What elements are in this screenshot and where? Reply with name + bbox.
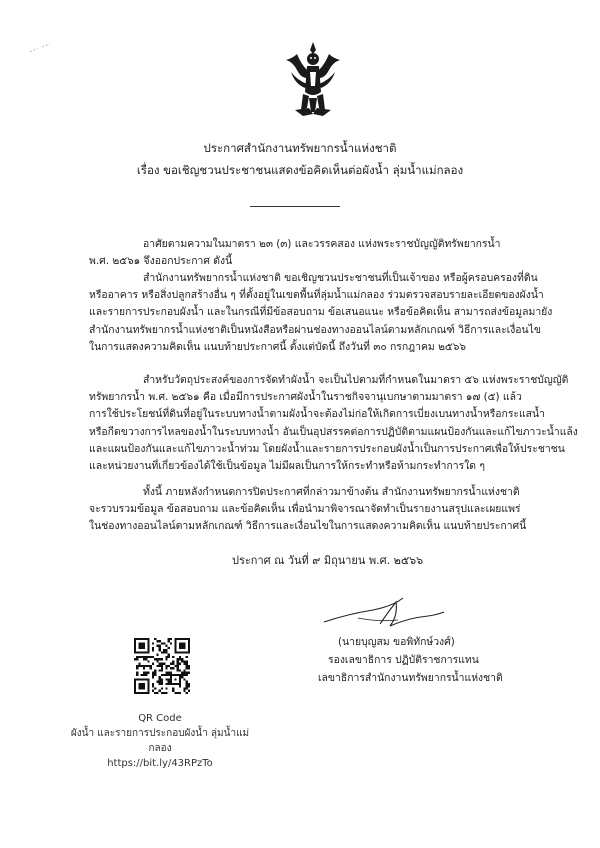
garuda-emblem-icon xyxy=(283,40,343,120)
paragraph-line: พ.ศ. ๒๕๖๑ จึงออกประกาศ ดังนี้ xyxy=(89,255,233,268)
paragraph-line: และหน่วยงานที่เกี่ยวข้องได้ใช้เป็นข้อมูล ไม่มีผลเป็นการให้กระทำหรือห้ามกระทำการใด ๆ xyxy=(89,460,485,473)
paragraph-line: ทรัพยากรน้ำ พ.ศ. ๒๕๖๑ คือ เมื่อมีการประกาศผังน้ำในราชกิจจานุเบกษาตามมาตรา ๑๗ (๕) แล้ว xyxy=(89,391,522,404)
paragraph-line: และรายการประกอบผังน้ำ และในกรณีที่มีข้อสอบถาม ข้อเสนอแนะ หรือข้อคิดเห็น สามารถส่งข้อมูลมายัง xyxy=(89,306,553,319)
paragraph-line: สำนักงานทรัพยากรน้ำแห่งชาติเป็นหนังสือหรือผ่านช่องทางออนไลน์ตามหลักเกณฑ์ วิธีการและเงื่อนไข xyxy=(89,323,541,336)
signatory-name: (นายบุญสม ขอพิทักษ์วงศ์) xyxy=(338,636,455,648)
signatory-position: เลขาธิการสำนักงานทรัพยากรน้ำแห่งชาติ xyxy=(318,672,503,684)
signatory-position: รองเลขาธิการ ปฏิบัติราชการแทน xyxy=(328,654,479,666)
signatory-block xyxy=(318,633,518,687)
qr-url[interactable]: https://bit.ly/43RPzTo xyxy=(107,758,213,769)
scan-specks xyxy=(28,40,58,55)
paragraph-line: และแผนป้องกันและแก้ไขภาวะน้ำท่วม โดยผังน้ำและรายการประกอบผังน้ำเป็นการประกาศเพื่อให้ประชาชน xyxy=(89,442,565,455)
paragraph-line: หรือกีดขวางการไหลของน้ำในระบบทางน้ำ อันเป็นอุปสรรคต่อการปฏิบัติตามแผนป้องกันและแก้ไขภาวะน้ำแล้ง xyxy=(89,425,578,438)
paragraph-line: หรืออาคาร หรือสิ่งปลูกสร้างอื่น ๆ ที่ตั้งอยู่ในเขตพื้นที่ลุ่มน้ำแม่กลอง ร่วมตรวจสอบรายละเอียดของผังน้ำ xyxy=(89,289,544,302)
qr-caption-block xyxy=(60,711,260,771)
qr-caption: ผังน้ำ และรายการประกอบผังน้ำ ลุ่มน้ำแม่กลอง xyxy=(70,728,250,754)
paragraph-line: สำหรับวัตถุประสงค์ของการจัดทำผังน้ำ จะเป็นไปตามที่กำหนดในมาตรา ๕๖ แห่งพระราชบัญญัติ xyxy=(143,374,569,386)
paragraph-line: สำนักงานทรัพยากรน้ำแห่งชาติ ขอเชิญชวนประชาชนที่เป็นเจ้าของ หรือผู้ครอบครองที่ดิน xyxy=(143,272,538,284)
paragraph-4 xyxy=(0,484,600,536)
paragraph-line: การใช้ประโยชน์ที่ดินที่อยู่ในระบบทางน้ำตามผังน้ำจะต้องไม่ก่อให้เกิดการเบี่ยงเบนทางน้ำหรือกระแสน้ำ xyxy=(89,408,545,421)
document-title: ประกาศสำนักงานทรัพยากรน้ำแห่งชาติ xyxy=(203,141,397,155)
document-subject: เรื่อง ขอเชิญชวนประชาชนแสดงข้อคิดเห็นต่อผังน้ำ ลุ่มน้ำแม่กลอง xyxy=(136,163,464,177)
paragraph-2 xyxy=(0,270,600,356)
paragraph-line: ในช่องทางออนไลน์ตามหลักเกณฑ์ วิธีการและเงื่อนไขในการแสดงความคิดเห็น แนบท้ายประกาศนี้ xyxy=(89,520,527,533)
paragraph-line: จะรวบรวมข้อมูล ข้อสอบถาม และข้อคิดเห็น เพื่อนำมาพิจารณาจัดทำเป็นรายงานสรุปและเผยแพร่ xyxy=(89,503,521,516)
paragraph-1 xyxy=(0,236,600,270)
title-divider xyxy=(250,206,340,207)
paragraph-line: อาศัยตามความในมาตรา ๒๓ (๓) และวรรคสอง แห่งพระราชบัญญัติทรัพยากรน้ำ xyxy=(143,238,501,250)
paragraph-3 xyxy=(0,372,600,475)
qr-label: QR Code xyxy=(138,713,182,724)
signature-icon xyxy=(318,592,448,634)
qr-code-icon[interactable] xyxy=(134,638,190,694)
paragraph-line: ทั้งนี้ ภายหลังกำหนดการปิดประกาศที่กล่าวมาข้างต้น สำนักงานทรัพยากรน้ำแห่งชาติ xyxy=(143,486,520,498)
paragraph-line: ในการแสดงความคิดเห็น แนบท้ายประกาศนี้ ตั้งแต่บัดนี้ ถึงวันที่ ๓๐ กรกฎาคม ๒๕๖๖ xyxy=(89,340,466,353)
announcement-date: ประกาศ ณ วันที่ ๙ มิถุนายน พ.ศ. ๒๕๖๖ xyxy=(232,554,424,567)
